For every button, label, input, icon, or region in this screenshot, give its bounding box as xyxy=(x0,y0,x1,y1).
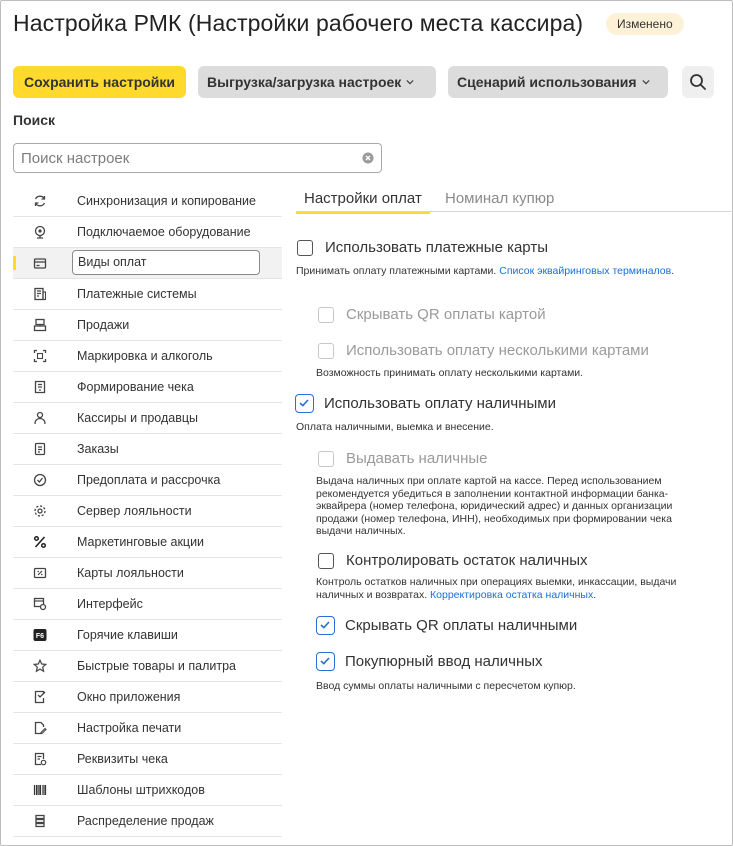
payment-terminal-icon xyxy=(33,256,47,270)
use-cards-checkbox[interactable] xyxy=(297,240,313,256)
sidebar-item-label: Реквизиты чека xyxy=(77,752,168,766)
chevron-down-icon xyxy=(642,78,650,86)
f6-key-text: F6 xyxy=(35,632,45,640)
interface-settings-icon xyxy=(33,597,47,611)
barcode-icon xyxy=(33,783,47,797)
give-cash-description: Выдача наличных при оплате картой на кассе. Перед использованием рекомендуется убедиться в заполнении контактной информации банка-эквайрера (номер телефона, юридический адрес) и данных организации продажи (номер телефона, ИНН), необходимых при формировании чека выдачи наличных. xyxy=(316,475,673,537)
sidebar-item-label: Маркетинговые акции xyxy=(77,535,205,549)
receipt-details-icon xyxy=(33,752,47,766)
hide-qr-cash-checkbox[interactable] xyxy=(316,616,335,635)
chevron-down-icon xyxy=(406,78,414,86)
multi-cards-description: Возможность принимать оплату несколькими картами. xyxy=(316,367,584,379)
sidebar-item-label: Горячие клавиши xyxy=(77,628,178,642)
tab-payment-settings[interactable]: Настройки оплат xyxy=(304,190,422,207)
sidebar-item-label: Заказы xyxy=(77,442,119,456)
sidebar-item-label: Окно приложения xyxy=(77,690,181,704)
star-icon xyxy=(33,659,47,673)
bill-input-description: Ввод суммы оплаты наличными с пересчетом купюр. xyxy=(316,680,576,692)
sidebar-item-loyalty-cards[interactable] xyxy=(13,558,282,589)
bill-input-checkbox[interactable] xyxy=(316,652,335,671)
option-hide-qr-card[interactable] xyxy=(318,306,546,323)
tab-bill-denominations[interactable]: Номинал купюр xyxy=(445,190,555,207)
sidebar-item-barcode-templates[interactable] xyxy=(13,775,282,806)
give-cash-label: Выдавать наличные xyxy=(346,450,488,467)
control-cash-desc-text: Контроль остатков наличных при операциях выемки, инкассации, выдачи наличных и возвратах. xyxy=(316,576,677,601)
use-cash-label: Использовать оплату наличными xyxy=(324,395,556,412)
checkmark-icon xyxy=(299,399,309,407)
settings-sidebar xyxy=(13,186,282,837)
option-use-cards[interactable] xyxy=(297,239,548,256)
sidebar-item-receipt-details[interactable] xyxy=(13,744,282,775)
option-use-cash[interactable] xyxy=(295,394,556,413)
sidebar-item-equipment[interactable] xyxy=(13,217,282,248)
clear-icon[interactable] xyxy=(362,152,374,164)
sidebar-item-marking[interactable] xyxy=(13,341,282,372)
person-icon xyxy=(33,411,47,425)
bill-input-label: Покупюрный ввод наличных xyxy=(345,653,543,670)
sidebar-item-label: Формирование чека xyxy=(77,380,194,394)
usage-scenario-label: Сценарий использования xyxy=(457,74,637,90)
sidebar-item-app-window[interactable] xyxy=(13,682,282,713)
use-cards-desc-end: . xyxy=(671,265,675,277)
sidebar-item-label: Платежные системы xyxy=(77,287,197,301)
sidebar-item-marketing[interactable] xyxy=(13,527,282,558)
cash-register-icon xyxy=(33,318,47,332)
export-import-label: Выгрузка/загрузка настроек xyxy=(207,74,402,90)
f6-key-icon xyxy=(33,628,47,642)
sidebar-item-label: Настройка печати xyxy=(77,721,182,735)
status-badge: Изменено xyxy=(606,13,684,35)
hide-qr-card-label: Скрывать QR оплаты картой xyxy=(346,306,546,323)
sidebar-item-label: Синхронизация и копирование xyxy=(77,194,256,208)
multi-cards-label: Использовать оплату несколькими картами xyxy=(346,342,649,359)
sidebar-item-interface[interactable] xyxy=(13,589,282,620)
sidebar-item-label: Интерфейс xyxy=(77,597,143,611)
option-bill-input[interactable] xyxy=(316,652,543,671)
use-cards-desc-text: Принимать оплату платежными картами. xyxy=(296,265,500,277)
option-hide-qr-cash[interactable] xyxy=(316,616,577,635)
sidebar-item-loyalty-server[interactable] xyxy=(13,496,282,527)
search-icon xyxy=(689,73,707,91)
search-input[interactable] xyxy=(21,148,351,168)
app-window-icon xyxy=(33,690,47,704)
sidebar-item-label: Шаблоны штрихкодов xyxy=(77,783,205,797)
acquiring-terminals-link[interactable]: Список эквайринговых терминалов xyxy=(499,265,672,277)
sidebar-item-label: Сервер лояльности xyxy=(77,504,192,518)
sidebar-item-hotkeys[interactable] xyxy=(13,620,282,651)
control-cash-checkbox[interactable] xyxy=(318,553,334,569)
checkmark-icon xyxy=(320,621,330,629)
usage-scenario-button[interactable] xyxy=(448,66,668,98)
discount-card-icon xyxy=(33,566,47,580)
percent-icon xyxy=(33,535,47,549)
marking-scan-icon xyxy=(33,349,47,363)
print-settings-icon xyxy=(33,721,47,735)
sidebar-item-quick-goods[interactable] xyxy=(13,651,282,682)
use-cards-label: Использовать платежные карты xyxy=(325,239,548,256)
settings-tabs xyxy=(296,184,733,212)
export-import-button[interactable] xyxy=(198,66,436,98)
sidebar-item-orders[interactable] xyxy=(13,434,282,465)
use-cash-description: Оплата наличными, выемка и внесение. xyxy=(296,421,494,433)
hide-qr-cash-label: Скрывать QR оплаты наличными xyxy=(345,617,578,634)
sidebar-item-receipt-form[interactable] xyxy=(13,372,282,403)
sidebar-item-label: Распределение продаж xyxy=(77,814,214,828)
sidebar-item-payment-systems[interactable] xyxy=(13,279,282,310)
save-button[interactable] xyxy=(13,66,186,98)
sidebar-item-label: Продажи xyxy=(77,318,130,332)
payment-system-icon xyxy=(33,287,47,301)
page-title: Настройка РМК (Настройки рабочего места кассира) xyxy=(13,10,584,36)
sidebar-item-label: Карты лояльности xyxy=(77,566,184,580)
save-button-label: Сохранить настройки xyxy=(23,74,176,90)
hide-qr-card-checkbox[interactable] xyxy=(318,307,334,323)
sidebar-item-cashiers[interactable] xyxy=(13,403,282,434)
sidebar-item-payment-types[interactable] xyxy=(13,248,282,279)
cash-balance-correction-link[interactable]: Корректировка остатка наличных xyxy=(430,588,594,601)
check-circle-icon xyxy=(33,473,47,487)
sidebar-item-print-settings[interactable] xyxy=(13,713,282,744)
sidebar-item-label: Кассиры и продавцы xyxy=(77,411,199,425)
control-cash-description xyxy=(316,576,696,601)
sync-icon xyxy=(33,194,47,208)
sidebar-item-prepayment[interactable] xyxy=(13,465,282,496)
search-button[interactable] xyxy=(682,66,714,98)
sidebar-item-sales-distribution[interactable] xyxy=(13,806,282,837)
sidebar-item-label: Предоплата и рассрочка xyxy=(77,473,221,487)
sidebar-item-label: Подключаемое оборудование xyxy=(77,225,251,239)
use-cash-checkbox[interactable] xyxy=(295,394,314,413)
give-cash-checkbox[interactable] xyxy=(318,451,334,467)
option-give-cash[interactable] xyxy=(318,450,488,467)
use-cards-description xyxy=(296,265,676,278)
sidebar-item-label: Маркировка и алкоголь xyxy=(77,349,213,363)
control-cash-label: Контролировать остаток наличных xyxy=(346,552,588,569)
orders-icon xyxy=(33,442,47,456)
control-cash-desc-end: . xyxy=(593,588,597,601)
receipt-form-icon xyxy=(33,380,47,394)
option-multi-cards[interactable] xyxy=(318,342,649,359)
multi-cards-checkbox[interactable] xyxy=(318,343,334,359)
checkmark-icon xyxy=(320,657,330,665)
gear-icon xyxy=(33,504,47,518)
sidebar-item-label: Виды оплат xyxy=(72,250,260,275)
search-field[interactable] xyxy=(13,143,382,173)
sidebar-item-sync[interactable] xyxy=(13,186,282,217)
webcam-icon xyxy=(33,225,47,239)
option-control-cash[interactable] xyxy=(318,552,588,569)
sales-distribution-icon xyxy=(33,814,47,828)
search-label: Поиск xyxy=(13,112,56,128)
sidebar-item-sales[interactable] xyxy=(13,310,282,341)
sidebar-item-label: Быстрые товары и палитра xyxy=(77,659,237,673)
